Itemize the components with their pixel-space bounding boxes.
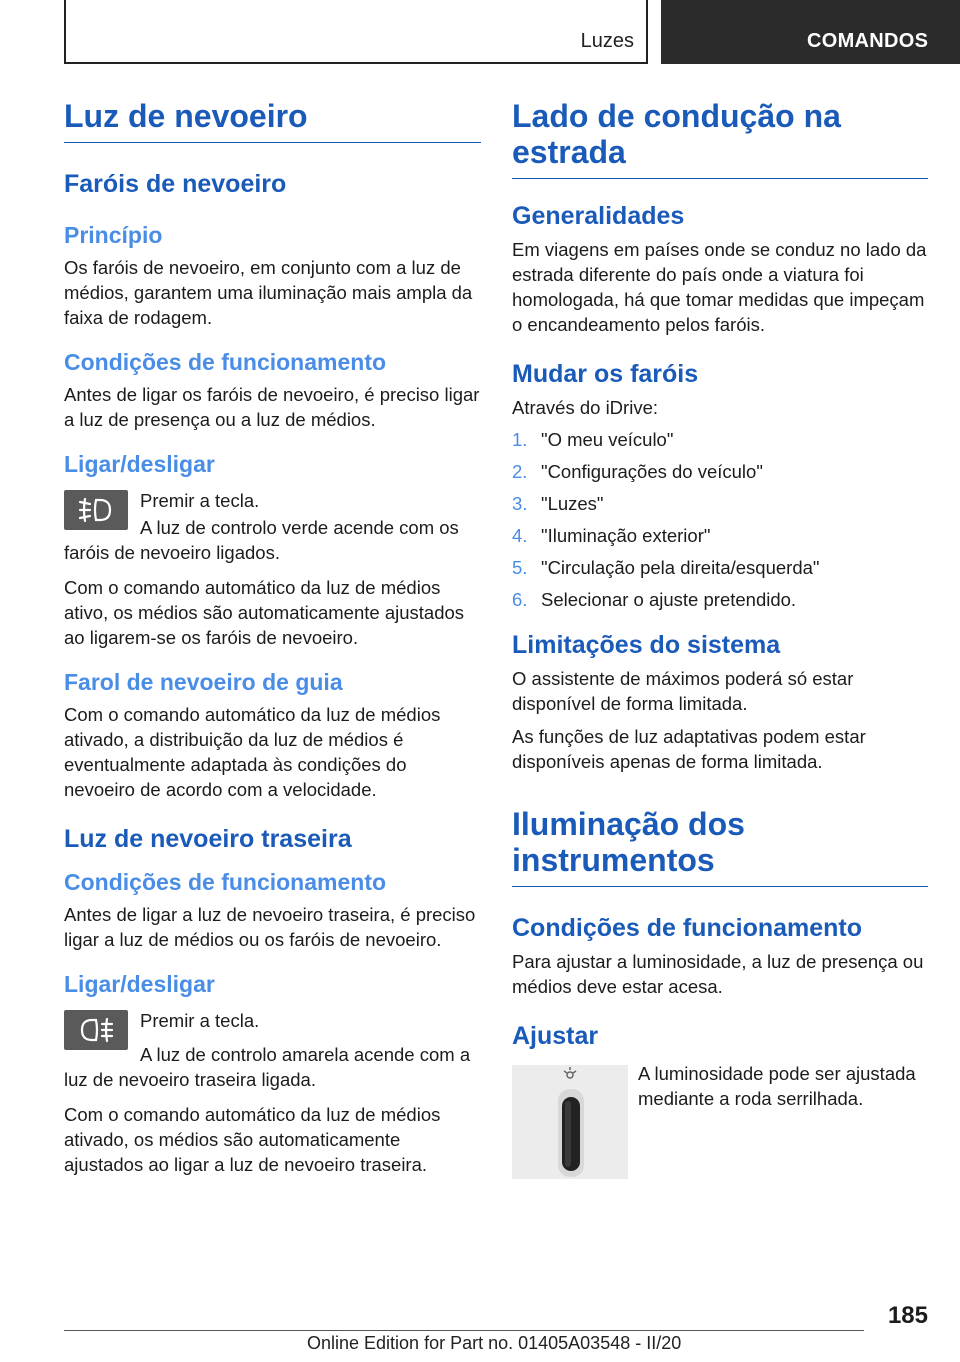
heading-principle: Princípio [64,222,163,248]
rear-indicator-text: A luz de controlo amarela acende com a luz de nevoeiro traseira ligada. [64,1044,471,1090]
heading-conditions: Condições de funcionamento [64,349,387,375]
conditions-text: Antes de ligar os faróis de nevoeiro, é preciso ligar a luz de presença ou a luz de médios. [64,384,480,430]
front-indicator-text: A luz de controlo verde acende com os faróis de nevoeiro ligados. [64,517,459,563]
heading-change-headlights: Mudar os faróis [512,360,699,388]
left-column [64,98,481,1177]
change-intro-text: Através do iDrive: [512,397,658,418]
heading-fog-light: Luz de nevoeiro [64,98,481,143]
chapter-tab [661,0,960,64]
adjust-text: A luminosidade pode ser ajustada mediante a roda serrilhada. [638,1063,916,1109]
dimmer-wheel-image [512,1065,628,1179]
limits-text-1: O assistente de máximos poderá só estar disponível de forma limitada. [512,668,854,714]
instr-conditions-text: Para ajustar a luminosidade, a luz de presença ou médios deve estar acesa. [512,951,924,997]
rear-auto-text: Com o comando automático da luz de médios ativado, os médios são automaticamente ajustados ao ligar a luz de nevoeiro traseira. [64,1104,441,1175]
heading-guide-fog: Farol de nevoeiro de guia [64,669,343,695]
list-item: 4. "Iluminação exterior" [512,525,711,546]
edition-text: Online Edition for Part no. 01405A03548 - II/20 [307,1333,682,1353]
heading-front-fog: Faróis de nevoeiro [64,170,287,198]
heading-rear-on-off: Ligar/desligar [64,971,215,997]
section-title: Luzes [580,30,634,52]
list-item: 6. Selecionar o ajuste pretendido. [512,589,797,610]
front-press-text: Premir a tecla. [140,490,260,511]
list-item: 5. "Circulação pela direita/esquerda" [512,557,820,578]
heading-on-off: Ligar/desligar [64,451,215,477]
adjust-block [512,1061,928,1111]
header-section-box [64,0,648,64]
heading-instrument-lighting: Iluminação dos instrumentos [512,806,928,887]
heading-adjust: Ajustar [512,1022,599,1050]
rear-conditions-text: Antes de ligar a luz de nevoeiro traseira, é preciso ligar a luz de médios ou os faróis de nevoeiro. [64,904,476,950]
limits-text-2: As funções de luz adaptativas podem estar disponíveis apenas de forma limitada. [512,726,866,772]
general-text: Em viagens em países onde se conduz no lado da estrada diferente do país onde a viatura foi homologada, há que tomar medidas que impeçam o encandeamento pelos faróis. [512,239,927,335]
heading-rear-fog: Luz de nevoeiro traseira [64,825,352,853]
footer-divider [64,1330,864,1331]
heading-general: Generalidades [512,202,685,230]
list-item: 2. "Configurações do veículo" [512,461,763,482]
rear-press-text: Premir a tecla. [140,1010,260,1031]
front-fog-button-row [64,488,481,538]
rear-fog-button-row [64,1008,481,1058]
heading-rear-conditions: Condições de funcionamento [64,869,387,895]
chapter-title: COMANDOS [807,30,929,52]
list-item: 3. "Luzes" [512,493,604,514]
principle-text: Os faróis de nevoeiro, em conjunto com a luz de médios, garantem uma iluminação mais ampla da faixa de rodagem. [64,257,473,328]
heading-instr-conditions: Condições de funcionamento [512,914,863,942]
right-column [512,98,928,1185]
front-fog-light-icon [64,490,128,530]
rear-fog-light-icon [64,1010,128,1050]
page-number: 185 [887,1302,928,1329]
idrive-steps-list [512,427,928,612]
heading-driving-side: Lado de condução na estrada [512,98,928,179]
guide-fog-text: Com o comando automático da luz de médios ativado, a distribuição da luz de médios é eventualmente adaptada às condições do nevoeiro de acordo com a velocidade. [64,704,441,800]
heading-system-limits: Limitações do sistema [512,631,781,659]
list-item: 1. "O meu veículo" [512,429,674,450]
front-auto-text: Com o comando automático da luz de médios ativo, os médios são automaticamente ajustados ao ligarem-se os faróis de nevoeiro. [64,577,465,648]
